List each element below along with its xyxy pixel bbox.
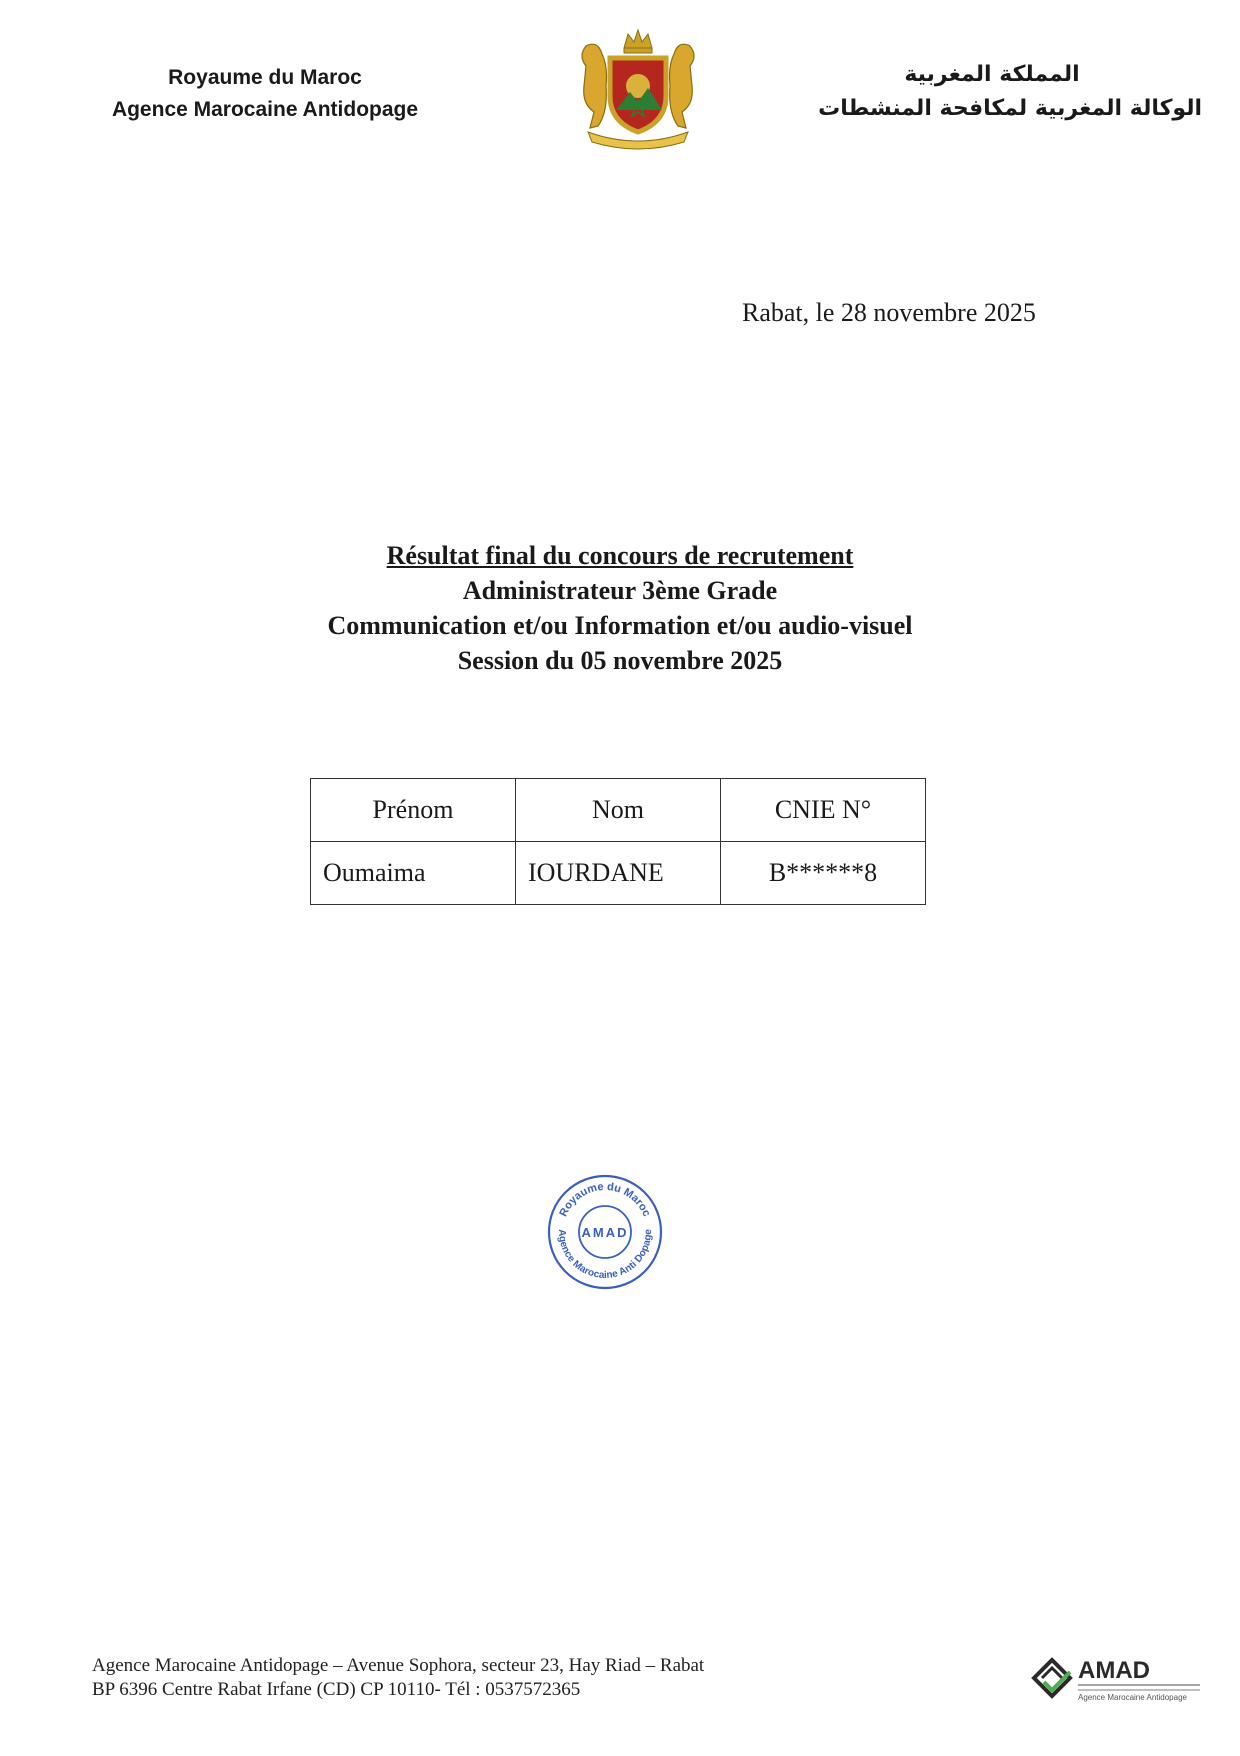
footer-line-2: BP 6396 Centre Rabat Irfane (CD) CP 10110- Tél : 0537572365 [92, 1679, 581, 1700]
footer-line-1: Agence Marocaine Antidopage – Avenue Sophora, secteur 23, Hay Riad – Rabat [92, 1655, 705, 1676]
cell-cnie: B******8 [721, 842, 926, 905]
session-title: Session du 05 novembre 2025 [457, 646, 783, 675]
cell-nom: IOURDANE [516, 842, 721, 905]
stamp-bottom-text: Agence Marocaine Anti Dopage [555, 1229, 655, 1282]
kingdom-name-fr: Royaume du Maroc [168, 66, 362, 89]
amad-logo-icon [1030, 1652, 1205, 1704]
moroccan-coat-of-arms-icon [568, 26, 708, 150]
stamp-top-text: Royaume du Maroc [557, 1180, 653, 1219]
results-table [310, 778, 926, 905]
table-header-row [311, 779, 926, 842]
logo-text: AMAD [1078, 1657, 1150, 1684]
cell-prenom: Oumaima [311, 842, 516, 905]
footer-address [92, 1654, 704, 1702]
header-left [60, 62, 470, 126]
official-stamp-icon [545, 1172, 665, 1292]
date-line: Rabat, le 28 novembre 2025 [742, 298, 1036, 327]
document-title: Résultat final du concours de recrutement [386, 541, 854, 570]
header-right [782, 58, 1202, 126]
stamp-center-text: AMAD [581, 1225, 629, 1240]
position-title: Administrateur 3ème Grade [462, 576, 778, 605]
specialty-title: Communication et/ou Information et/ou audio-visuel [327, 611, 913, 640]
table-row [311, 842, 926, 905]
title-block [0, 538, 1240, 678]
column-header-cnie: CNIE N° [721, 779, 926, 842]
logo-subtext: Agence Marocaine Antidopage [1078, 1693, 1187, 1702]
column-header-prenom: Prénom [311, 779, 516, 842]
column-header-nom: Nom [516, 779, 721, 842]
agency-name-ar: الوكالة المغربية لمكافحة المنشطات [818, 96, 1202, 121]
kingdom-name-ar: المملكة المغربية [904, 62, 1080, 87]
agency-name-fr: Agence Marocaine Antidopage [111, 98, 419, 121]
